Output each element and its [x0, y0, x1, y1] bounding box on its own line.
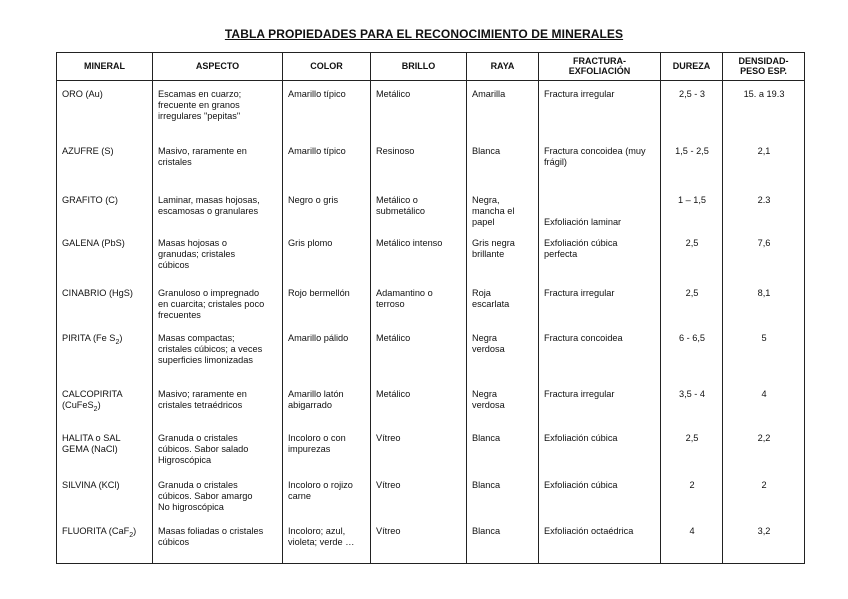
cell-fractura — [539, 473, 661, 519]
dureza-value: 2,5 — [685, 432, 699, 443]
cell-dureza — [661, 325, 723, 379]
raya-value: Blanca — [472, 479, 501, 490]
cell-brillo — [371, 278, 467, 325]
cell-dureza — [661, 426, 723, 473]
cell-dureza — [661, 473, 723, 519]
mineral-name: HALITA o SAL GEMA (NaCl) — [62, 432, 121, 454]
cell-fractura — [539, 185, 661, 231]
cell-densidad — [723, 139, 805, 185]
cell-mineral — [57, 379, 153, 426]
page-title: TABLA PROPIEDADES PARA EL RECONOCIMIENTO DE MINERALES — [224, 27, 624, 41]
aspecto-value: Masivo, raramente en cristales — [158, 145, 247, 167]
color-value: Incoloro; azul, violeta; verde … — [288, 525, 355, 547]
densidad-value: 4 — [761, 388, 767, 399]
mineral-name: ORO (Au) — [62, 89, 103, 99]
header-aspecto: ASPECTO — [153, 53, 283, 81]
cell-raya — [467, 426, 539, 473]
brillo-value: Metálico — [376, 332, 411, 343]
cell-fractura — [539, 519, 661, 564]
densidad-value: 2,1 — [757, 145, 771, 156]
table-header-row — [57, 53, 805, 81]
cell-dureza — [661, 185, 723, 231]
header-densidad: DENSIDAD- PESO ESP. — [723, 53, 805, 81]
raya-value: Negra verdosa — [472, 388, 505, 410]
cell-mineral — [57, 185, 153, 231]
aspecto-value: Masas hojosas o granudas; cristales cúbicos — [158, 237, 236, 270]
cell-mineral — [57, 519, 153, 564]
dureza-value: 1 – 1,5 — [677, 194, 707, 205]
cell-fractura — [539, 325, 661, 379]
cell-densidad — [723, 325, 805, 379]
cell-fractura — [539, 278, 661, 325]
brillo-value: Metálico intenso — [376, 237, 443, 248]
cell-dureza — [661, 379, 723, 426]
cell-fractura — [539, 426, 661, 473]
cell-mineral — [57, 139, 153, 185]
cell-raya — [467, 185, 539, 231]
header-fractura: FRACTURA- EXFOLIACIÓN — [539, 53, 661, 81]
cell-brillo — [371, 473, 467, 519]
densidad-value: 8,1 — [757, 287, 771, 298]
cell-color — [283, 473, 371, 519]
densidad-value: 5 — [761, 332, 767, 343]
cell-brillo — [371, 231, 467, 278]
cell-mineral — [57, 325, 153, 379]
fractura-value: Fractura irregular — [544, 287, 615, 298]
aspecto-value: Granuda o cristales cúbicos. Sabor salado Higroscópica — [158, 432, 249, 465]
formula-close: ) — [119, 332, 123, 343]
color-value: Amarillo pálido — [288, 332, 349, 343]
formula-close: ) — [133, 525, 137, 536]
header-dureza: DUREZA — [661, 53, 723, 81]
dureza-value: 4 — [689, 525, 695, 536]
mineral-name: CALCOPIRITA (CuFeS — [62, 388, 123, 410]
table-row — [57, 426, 805, 473]
cell-aspecto — [153, 325, 283, 379]
aspecto-value: Escamas en cuarzo; frecuente en granos irregulares "pepitas" — [158, 89, 242, 121]
table-row — [57, 379, 805, 426]
fractura-value: Exfoliación cúbica — [544, 479, 618, 490]
cell-raya — [467, 325, 539, 379]
cell-brillo — [371, 81, 467, 139]
mineral-name: FLUORITA (CaF — [62, 525, 130, 536]
table-row — [57, 139, 805, 185]
cell-color — [283, 278, 371, 325]
dureza-value: 2,5 — [685, 237, 699, 248]
brillo-value: Metálico — [376, 89, 411, 99]
cell-brillo — [371, 519, 467, 564]
cell-aspecto — [153, 278, 283, 325]
aspecto-value: Granuloso o impregnado en cuarcita; cristales poco frecuentes — [158, 287, 265, 320]
cell-densidad — [723, 81, 805, 139]
raya-value: Gris negra brillante — [472, 237, 515, 259]
cell-color — [283, 325, 371, 379]
cell-raya — [467, 473, 539, 519]
cell-mineral — [57, 278, 153, 325]
minerals-table — [56, 52, 805, 564]
cell-color — [283, 231, 371, 278]
cell-mineral — [57, 81, 153, 139]
aspecto-value: Masas foliadas o cristales cúbicos — [158, 525, 264, 547]
brillo-value: Adamantino o terroso — [376, 287, 433, 309]
raya-value: Blanca — [472, 145, 501, 156]
fractura-value: Exfoliación cúbica — [544, 432, 618, 443]
cell-dureza — [661, 231, 723, 278]
cell-raya — [467, 81, 539, 139]
cell-densidad — [723, 278, 805, 325]
cell-densidad — [723, 519, 805, 564]
cell-aspecto — [153, 379, 283, 426]
header-raya: RAYA — [467, 53, 539, 81]
header-mineral: MINERAL — [57, 53, 153, 81]
densidad-value: 15. a 19.3 — [743, 89, 785, 99]
fractura-value: Exfoliación cúbica perfecta — [544, 237, 618, 259]
cell-densidad — [723, 473, 805, 519]
brillo-value: Metálico o submetálico — [376, 194, 426, 216]
table-row — [57, 185, 805, 231]
cell-raya — [467, 379, 539, 426]
color-value: Gris plomo — [288, 237, 333, 248]
fractura-value: Fractura concoidea (muy frágil) — [544, 145, 646, 167]
raya-value: Roja escarlata — [472, 287, 510, 309]
fractura-value: Fractura irregular — [544, 89, 615, 99]
cell-color — [283, 519, 371, 564]
cell-brillo — [371, 139, 467, 185]
cell-brillo — [371, 379, 467, 426]
densidad-value: 7,6 — [757, 237, 771, 248]
color-value: Amarillo típico — [288, 89, 346, 99]
cell-raya — [467, 519, 539, 564]
dureza-value: 6 - 6,5 — [678, 332, 706, 343]
cell-aspecto — [153, 426, 283, 473]
cell-color — [283, 426, 371, 473]
color-value: Incoloro o rojizo carne — [288, 479, 353, 501]
table-row — [57, 473, 805, 519]
fractura-value: Exfoliación laminar — [544, 216, 622, 227]
cell-aspecto — [153, 473, 283, 519]
cell-aspecto — [153, 519, 283, 564]
dureza-value: 2,5 - 3 — [678, 89, 706, 99]
header-brillo: BRILLO — [371, 53, 467, 81]
cell-aspecto — [153, 139, 283, 185]
header-color: COLOR — [283, 53, 371, 81]
mineral-name: GALENA (PbS) — [62, 237, 125, 248]
cell-densidad — [723, 426, 805, 473]
color-value: Rojo bermellón — [288, 287, 350, 298]
formula-subscript: 2 — [129, 531, 134, 539]
densidad-value: 2 — [761, 479, 767, 490]
cell-aspecto — [153, 185, 283, 231]
cell-color — [283, 81, 371, 139]
cell-dureza — [661, 278, 723, 325]
cell-raya — [467, 231, 539, 278]
cell-mineral — [57, 473, 153, 519]
cell-color — [283, 185, 371, 231]
color-value: Incoloro o con impurezas — [288, 432, 346, 454]
color-value: Amarillo latón abigarrado — [288, 388, 344, 410]
densidad-value: 3,2 — [757, 525, 771, 536]
cell-color — [283, 139, 371, 185]
raya-value: Amarilla — [472, 89, 506, 99]
cell-color — [283, 379, 371, 426]
aspecto-value: Masas compactas; cristales cúbicos; a veces superficies limonizadas — [158, 332, 263, 365]
table-row — [57, 231, 805, 278]
formula-close: ) — [97, 399, 101, 410]
formula-subscript: 2 — [115, 338, 120, 346]
table-row — [57, 278, 805, 325]
cell-mineral — [57, 426, 153, 473]
raya-value: Blanca — [472, 432, 501, 443]
brillo-value: Vítreo — [376, 432, 401, 443]
cell-fractura — [539, 231, 661, 278]
cell-brillo — [371, 325, 467, 379]
dureza-value: 2 — [689, 479, 695, 490]
cell-aspecto — [153, 231, 283, 278]
fractura-value: Fractura irregular — [544, 388, 615, 399]
cell-raya — [467, 278, 539, 325]
mineral-name: PIRITA (Fe S — [62, 332, 116, 343]
formula-subscript: 2 — [93, 405, 98, 413]
color-value: Amarillo típico — [288, 145, 346, 156]
cell-dureza — [661, 519, 723, 564]
cell-raya — [467, 139, 539, 185]
cell-dureza — [661, 81, 723, 139]
fractura-value: Exfoliación octaédrica — [544, 525, 634, 536]
cell-brillo — [371, 426, 467, 473]
cell-fractura — [539, 81, 661, 139]
raya-value: Negra verdosa — [472, 332, 505, 354]
cell-fractura — [539, 379, 661, 426]
brillo-value: Vítreo — [376, 479, 401, 490]
raya-value: Blanca — [472, 525, 501, 536]
dureza-value: 3,5 - 4 — [678, 388, 706, 399]
mineral-name: SILVINA (KCl) — [62, 479, 120, 490]
densidad-value: 2.3 — [757, 194, 771, 205]
table-row — [57, 81, 805, 139]
cell-fractura — [539, 139, 661, 185]
aspecto-value: Granuda o cristales cúbicos. Sabor amargo No higroscópica — [158, 479, 253, 512]
dureza-value: 1,5 - 2,5 — [675, 145, 709, 156]
mineral-name: CINABRIO (HgS) — [62, 287, 133, 298]
brillo-value: Metálico — [376, 388, 411, 399]
aspecto-value: Masivo; raramente en cristales tetraédricos — [158, 388, 247, 410]
mineral-name: GRAFITO (C) — [62, 194, 118, 205]
cell-densidad — [723, 231, 805, 278]
brillo-value: Resinoso — [376, 145, 415, 156]
cell-mineral — [57, 231, 153, 278]
cell-densidad — [723, 185, 805, 231]
table-row — [57, 519, 805, 564]
cell-brillo — [371, 185, 467, 231]
cell-dureza — [661, 139, 723, 185]
densidad-value: 2,2 — [757, 432, 771, 443]
cell-densidad — [723, 379, 805, 426]
mineral-name: AZUFRE (S) — [62, 145, 114, 156]
color-value: Negro o gris — [288, 194, 339, 205]
raya-value: Negra, mancha el papel — [472, 194, 515, 227]
cell-aspecto — [153, 81, 283, 139]
fractura-value: Fractura concoidea — [544, 332, 623, 343]
table-row — [57, 325, 805, 379]
aspecto-value: Laminar, masas hojosas, escamosas o granulares — [158, 194, 260, 216]
dureza-value: 2,5 — [685, 287, 699, 298]
brillo-value: Vítreo — [376, 525, 401, 536]
